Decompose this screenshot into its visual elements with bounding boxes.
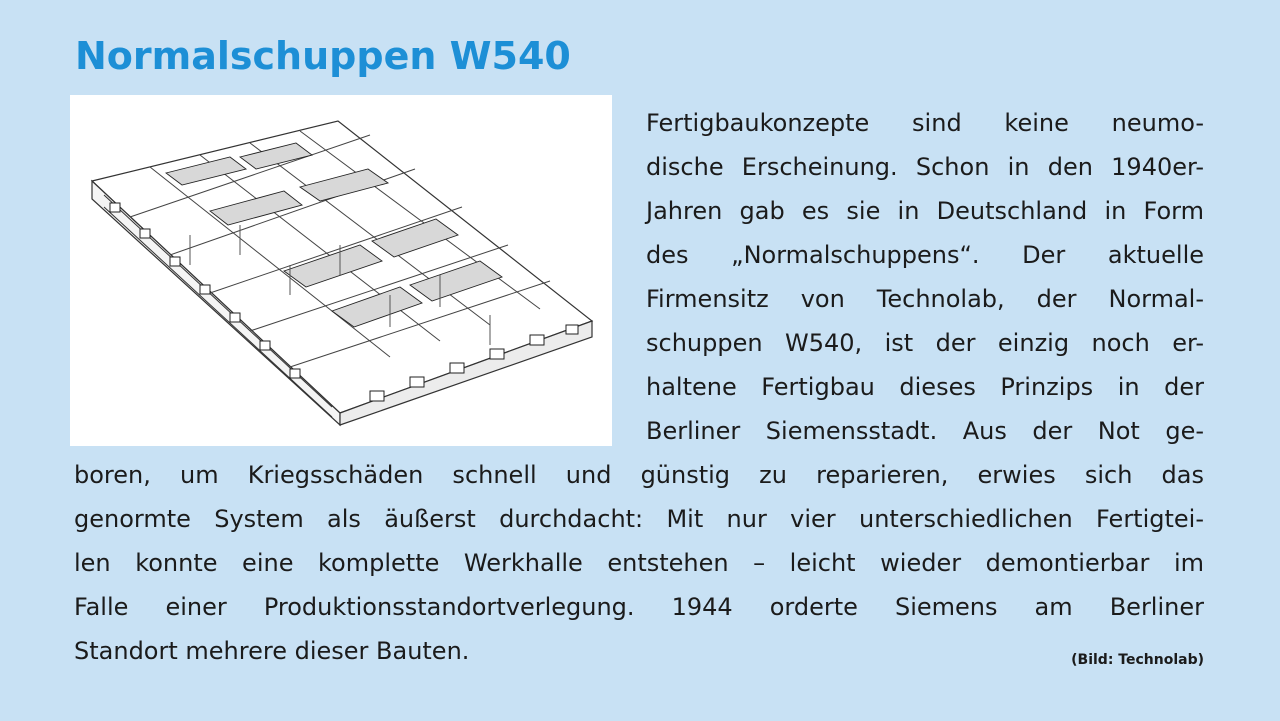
building-illustration <box>70 95 612 446</box>
body-line: Fertigbaukonzepte sind keine neumo- <box>646 109 1204 137</box>
body-line: dische Erscheinung. Schon in den 1940er- <box>646 153 1204 181</box>
body-line: schuppen W540, ist der einzig noch er- <box>646 329 1204 357</box>
body-line: len konnte eine komplette Werkhalle entstehen – leicht wieder demontierbar im <box>74 549 1204 577</box>
body-line: Jahren gab es sie in Deutschland in Form <box>646 197 1204 225</box>
body-line: Berliner Siemensstadt. Aus der Not ge- <box>646 417 1204 445</box>
body-line: Falle einer Produktionsstandortverlegung. 1944 orderte Siemens am Berliner <box>74 593 1204 621</box>
body-line: des „Normalschuppens“. Der aktuelle <box>646 241 1204 269</box>
body-line: haltene Fertigbau dieses Prinzips in der <box>646 373 1204 401</box>
body-line: Standort mehrere dieser Bauten. <box>74 637 470 665</box>
article-title: Normalschuppen W540 <box>75 34 571 78</box>
hall-drawing <box>70 95 612 446</box>
image-credit: (Bild: Technolab) <box>1071 652 1204 668</box>
body-line: genormte System als äußerst durchdacht: Mit nur vier unterschiedlichen Fertigtei- <box>74 505 1204 533</box>
body-line: Firmensitz von Technolab, der Normal- <box>646 285 1204 313</box>
body-line: boren, um Kriegsschäden schnell und günstig zu reparieren, erwies sich das <box>74 461 1204 489</box>
